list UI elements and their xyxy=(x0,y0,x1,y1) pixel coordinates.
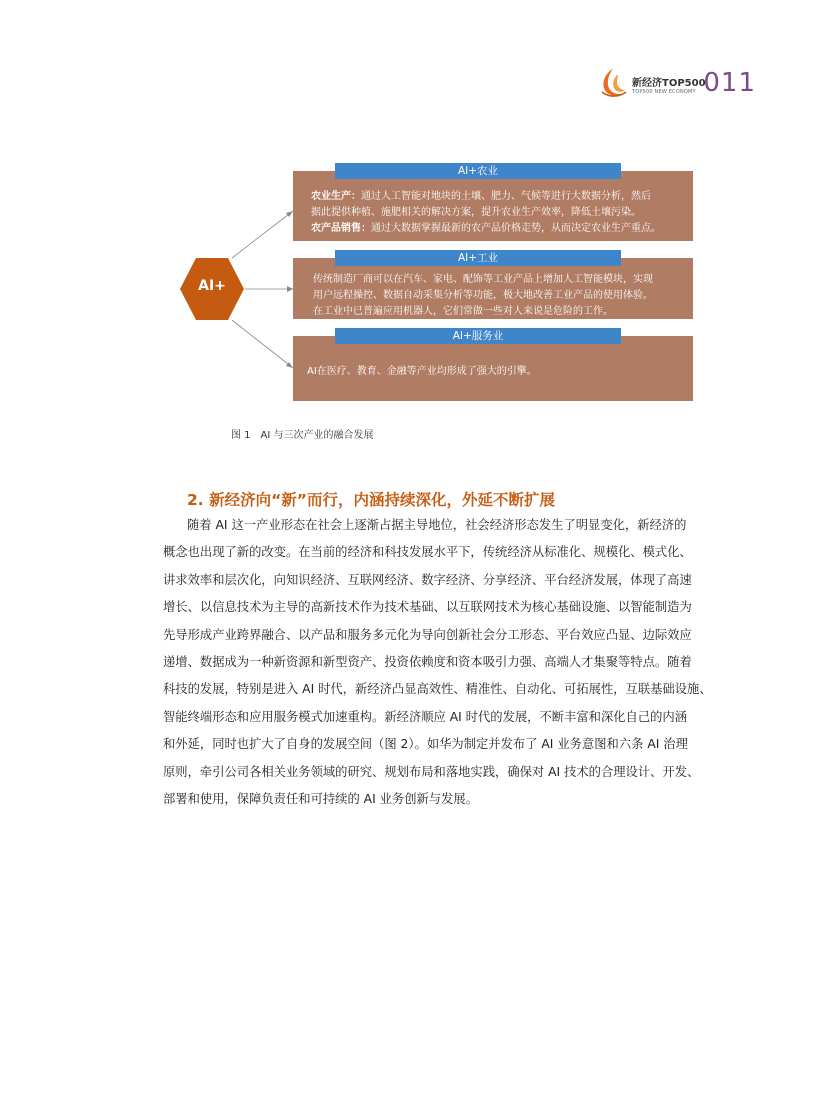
figure-caption: 图 1 AI 与三次产业的融合发展 xyxy=(231,430,374,441)
figure-ai-industries xyxy=(0,0,816,450)
paragraph-line: 部署和使用，保障负责任和可持续的 AI 业务创新与发展。 xyxy=(163,792,478,807)
paragraph-line: 概念也出现了新的改变。在当前的经济和科技发展水平下，传统经济从标准化、规模化、模式化、 xyxy=(163,545,692,560)
section-heading: 2. 新经济向“新”而行，内涵持续深化，外延不断扩展 xyxy=(187,491,555,509)
center-label: AI+ xyxy=(198,278,226,294)
box-title-industry: AI+工业 xyxy=(335,250,621,266)
box-agriculture xyxy=(293,171,693,241)
body-paragraph xyxy=(163,512,716,813)
box-line: 农产品销售：通过大数据掌握最新的农产品价格走势，从而决定农业生产重点。 xyxy=(311,223,661,234)
paragraph-line: 递增、数据成为一种新资源和新型资产、投资依赖度和资本吸引力强、高端人才集聚等特点。随着 xyxy=(163,655,692,670)
paragraph-line: 讲求效率和层次化，向知识经济、互联网经济、数字经济、分享经济、平台经济发展，体现了高速 xyxy=(163,572,692,587)
paragraph-line: 科技的发展，特别是进入 AI 时代，新经济凸显高效性、精准性、自动化、可拓展性，互联基础设施、 xyxy=(163,682,712,697)
paragraph-line: 增长、以信息技术为主导的高新技术作为技术基础、以互联网技术为核心基础设施、以智能制造为 xyxy=(163,600,692,615)
box-industry xyxy=(293,258,693,319)
box-services xyxy=(293,336,693,401)
paragraph-line: 和外延，同时也扩大了自身的发展空间（图 2）。如华为制定并发布了 AI 业务意图和六条 AI 治理 xyxy=(163,737,688,752)
paragraph-line: 智能终端形态和应用服务模式加速重构。新经济顺应 AI 时代的发展，不断丰富和深化自己的内涵 xyxy=(163,709,688,724)
box-line: 农业生产：通过人工智能对地块的土壤、肥力、气候等进行大数据分析，然后 xyxy=(311,191,651,202)
logo-text: 新经济TOP500 xyxy=(632,78,706,89)
box-line: 在工业中已普遍应用机器人，它们常做一些对人来说是危险的工作。 xyxy=(313,306,613,317)
paragraph-line: 先导形成产业跨界融合、以产品和服务多元化为导向创新社会分工形态、平台效应凸显、边际效应 xyxy=(163,627,692,642)
paragraph-line: 原则，牵引公司各相关业务领域的研究、规划布局和落地实践，确保对 AI 技术的合理设计、开发、 xyxy=(163,764,700,779)
logo-subtext: TOP500 NEW ECONOMY xyxy=(632,89,696,95)
box-title-agriculture: AI+农业 xyxy=(335,163,621,179)
box-line: 用户远程操控、数据自动采集分析等功能，极大地改善工业产品的使用体验。 xyxy=(313,290,653,301)
box-line: 据此提供种植、施肥相关的解决方案，提升农业生产效率，降低土壤污染。 xyxy=(311,207,641,218)
box-line: AI在医疗、教育、金融等产业均形成了强大的引擎。 xyxy=(307,366,537,377)
paragraph-line: 随着 AI 这一产业形态在社会上逐渐占据主导地位，社会经济形态发生了明显变化，新经济的 xyxy=(187,518,687,532)
box-title-services: AI+服务业 xyxy=(335,328,621,344)
box-line: 传统制造厂商可以在汽车、家电、配饰等工业产品上增加人工智能模块，实现 xyxy=(313,274,653,285)
page-number: 011 xyxy=(703,68,756,98)
